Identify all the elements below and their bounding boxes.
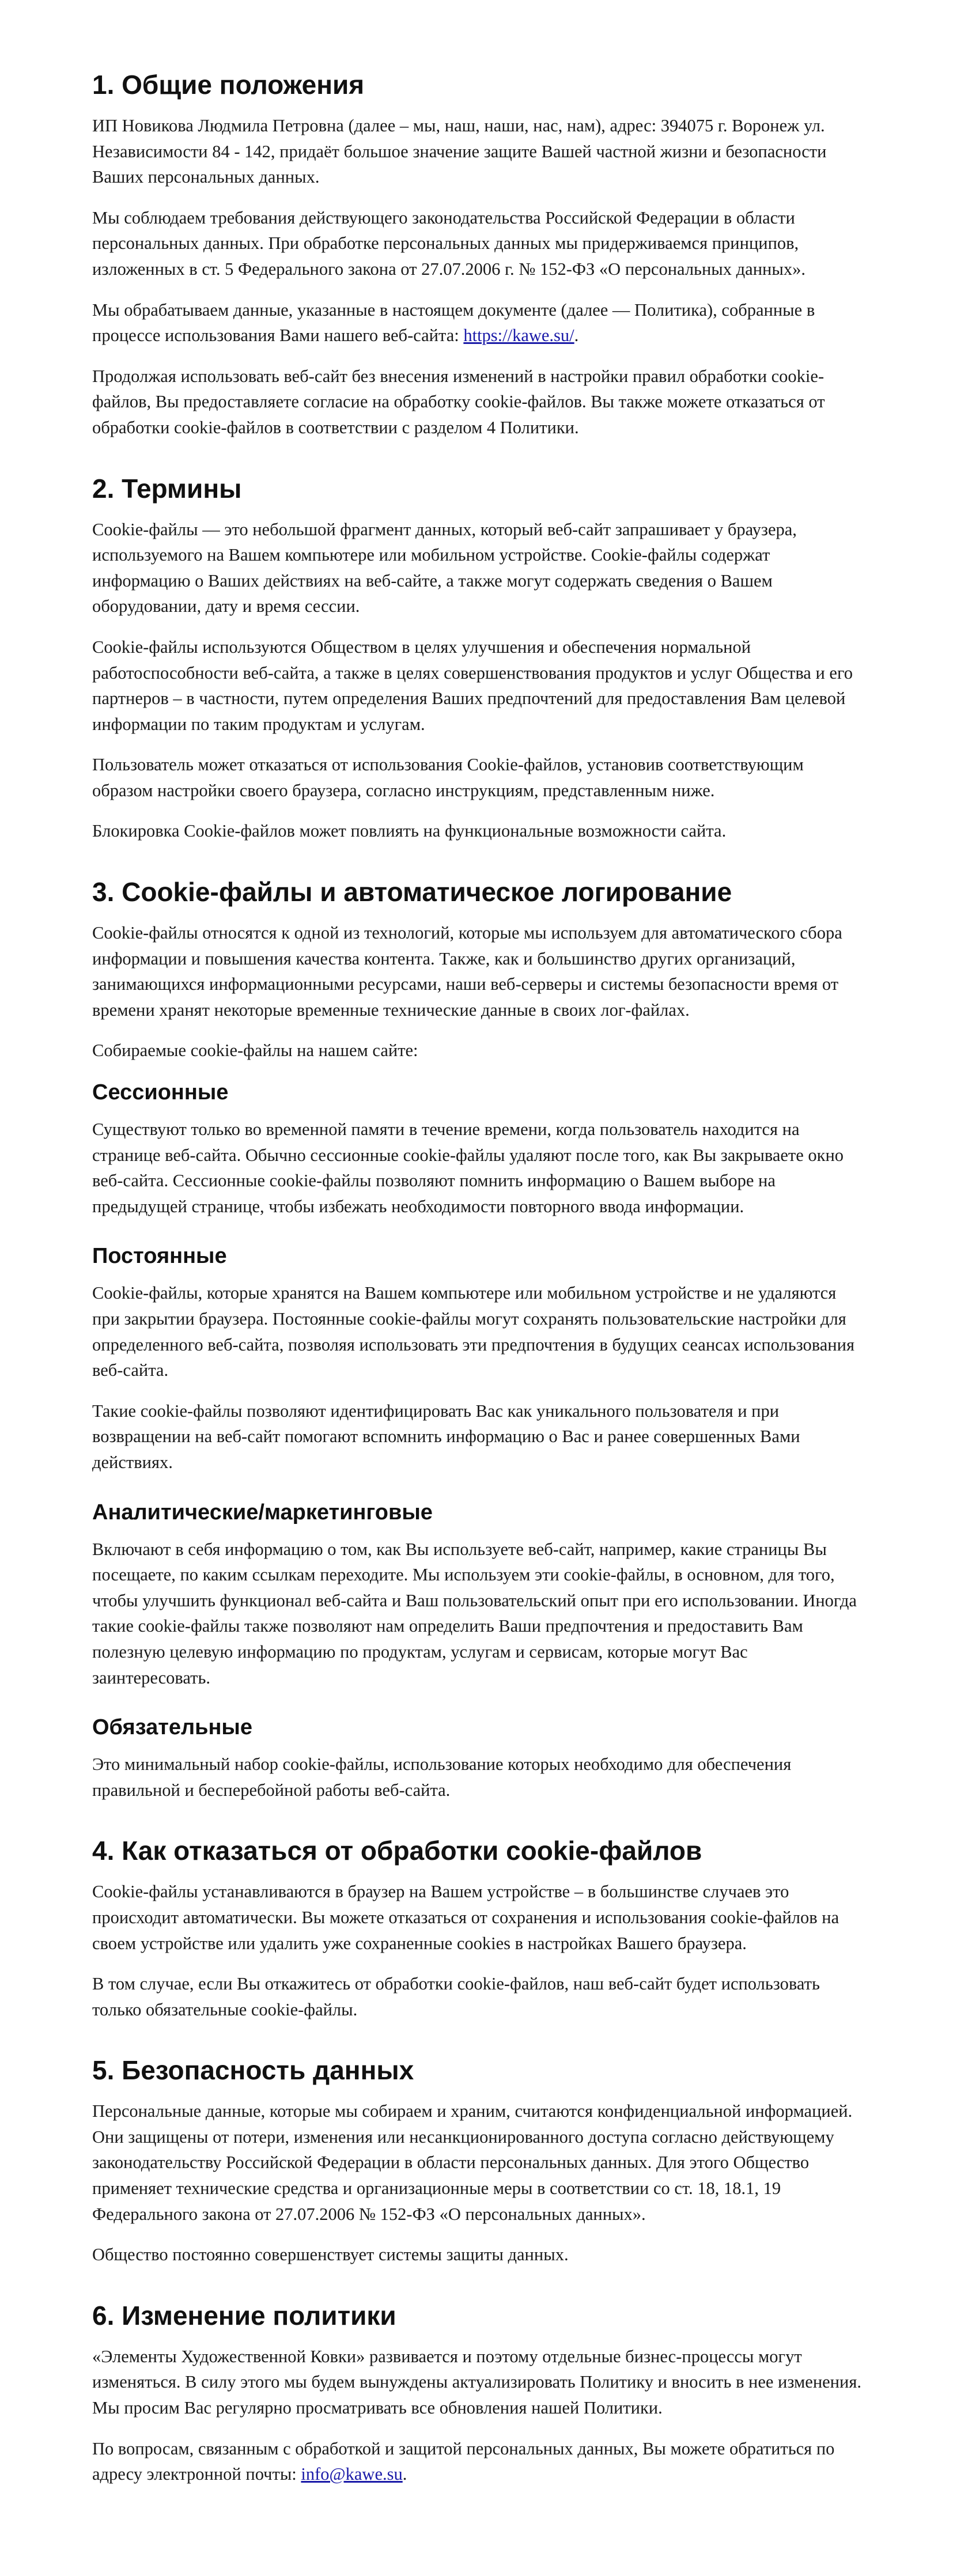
paragraph: Это минимальный набор cookie-файлы, использование которых необходимо для обеспечения правильной и бесперебойной работы веб-сайта.	[92, 1754, 792, 1800]
paragraph: Cookie-файлы, которые хранятся на Вашем компьютере или мобильном устройстве и не удаляются при закрытии браузера. Постоянные cookie-файлы могут сохранять пользовательские настройки для определенного веб-сайта, позволяя использовать эти предпочтения в будущих сеансах использования веб-сайта.	[92, 1283, 854, 1380]
section-title: 3. Cookie-файлы и автоматическое логирование	[92, 877, 732, 907]
paragraph: Включают в себя информацию о том, как Вы используете веб-сайт, например, какие страницы Вы посещаете, по каким ссылкам переходите. Мы используем эти cookie-файлы, в основном, для того, чтобы улучшить функционал веб-сайта и Ваш пользовательский опыт при его использовании. Иногда такие cookie-файлы также позволяют нам определить Ваши предпочтения и предоставить Вам полезную целевую информацию по продуктам, услугам и сервисам, которые могут Вас заинтересовать.	[92, 1539, 857, 1688]
paragraph-text: .	[402, 2464, 407, 2484]
section-title: 4. Как отказаться от обработки cookie-файлов	[92, 1836, 702, 1866]
subsection-persistent	[92, 1242, 867, 1475]
paragraph: Пользователь может отказаться от использования Cookie-файлов, установив соответствующим образом настройки своего браузера, согласно инструкциям, представленным ниже.	[92, 755, 804, 800]
paragraph: Персональные данные, которые мы собираем и храним, считаются конфиденциальной информацией. Они защищены от потери, изменения или несанкционированного доступа согласно действующему законодательству Российской Федерации в области персональных данных. Для этого Общество применяет технические средства и организационные меры в соответствии со ст. 18, 18.1, 19 Федерального закона от 27.07.2006 № 152-ФЗ «О персональных данных».	[92, 2101, 853, 2224]
section-cookies-logging	[92, 875, 867, 1803]
paragraph: Существуют только во временной памяти в течение времени, когда пользователь находится на странице веб-сайта. Обычно сессионные cookie-файлы удаляют после того, как Вы закрываете окно веб-сайта. Сессионные cookie-файлы позволяют помнить информацию о Вашем выборе на предыдущей странице, чтобы избежать необходимости повторного ввода информации.	[92, 1119, 844, 1216]
paragraph-text: По вопросам, связанным с обработкой и защитой персональных данных, Вы можете обратиться по адресу электронной почты:	[92, 2438, 835, 2484]
section-policy-changes	[92, 2299, 867, 2487]
paragraph: Cookie-файлы относятся к одной из технологий, которые мы используем для автоматического сбора информации и повышения качества контента. Также, как и большинство других организаций, занимающихся информационными ресурсами, наши веб-серверы и системы безопасности время от времени хранят некоторые временные технические данные в своих лог-файлах.	[92, 923, 842, 1020]
paragraph: Мы соблюдаем требования действующего законодательства Российской Федерации в области персональных данных. При обработке персональных данных мы придерживаемся принципов, изложенных в ст. 5 Федерального закона от 27.07.2006 г. № 152-ФЗ «О персональных данных».	[92, 207, 805, 279]
paragraph: Cookie-файлы используются Обществом в целях улучшения и обеспечения нормальной работоспособности веб-сайта, а также в целях совершенствования продуктов и услуг Общества и его партнеров – в частности, путем определения Ваших предпочтений для предоставления Вам целевой информации по таким продуктам и услугам.	[92, 637, 853, 734]
site-link[interactable]: https://kawe.su/	[463, 326, 574, 346]
paragraph: Cookie-файлы устанавливаются в браузер на Вашем устройстве – в большинстве случаев это происходит автоматически. Вы можете отказаться от сохранения и использования cookie-файлов на своем устройстве или удалить уже сохраненные cookies в настройках Вашего браузера.	[92, 1882, 839, 1953]
subsection-analytics	[92, 1499, 867, 1691]
section-general	[92, 68, 867, 441]
subsection-mandatory	[92, 1713, 867, 1803]
subsection-title: Обязательные	[92, 1715, 253, 1740]
paragraph: «Элементы Художественной Ковки» развивается и поэтому отдельные бизнес-процессы могут изменяться. В силу этого мы будем вынуждены актуализировать Политику и вносить в нее изменения. Мы просим Вас регулярно просматривать все обновления нашей Политики.	[92, 2346, 861, 2418]
paragraph: ИП Новикова Людмила Петровна (далее – мы, наш, наши, нас, нам), адрес: 394075 г. Воронеж ул. Независимости 84 - 142, придаёт большое значение защите Вашей частной жизни и безопасности Ваших персональных данных.	[92, 116, 827, 187]
paragraph: Такие cookie-файлы позволяют идентифицировать Вас как уникального пользователя и при возвращении на веб-сайт помогают вспомнить информацию о Вас и ранее совершенных Вами действиях.	[92, 1401, 800, 1472]
section-title: 5. Безопасность данных	[92, 2055, 414, 2086]
subsection-title: Аналитические/маркетинговые	[92, 1500, 433, 1525]
paragraph: Cookie-файлы — это небольшой фрагмент данных, который веб-сайт запрашивает у браузера, используемого на Вашем компьютере или мобильном устройстве. Cookie-файлы содержат информацию о Ваших действиях на веб-сайте, а также могут содержать сведения о Вашем оборудовании, дату и время сессии.	[92, 519, 797, 616]
section-title: 2. Термины	[92, 473, 242, 504]
paragraph: В том случае, если Вы откажитесь от обработки cookie-файлов, наш веб-сайт будет использовать только обязательные cookie-файлы.	[92, 1974, 820, 2019]
section-security	[92, 2053, 867, 2268]
paragraph: Общество постоянно совершенствует системы защиты данных.	[92, 2245, 569, 2265]
paragraph-text: .	[574, 326, 579, 346]
paragraph: Блокировка Cookie-файлов может повлиять на функциональные возможности сайта.	[92, 821, 727, 841]
paragraph: Продолжая использовать веб-сайт без внесения изменений в настройки правил обработки cookie-файлов, Вы предоставляете согласие на обработку cookie-файлов. Вы также можете отказаться от обработки cookie-файлов в соответствии с разделом 4 Политики.	[92, 366, 825, 437]
paragraph: Собираемые cookie-файлы на нашем сайте:	[92, 1041, 418, 1061]
paragraph	[92, 297, 867, 349]
subsection-title: Постоянные	[92, 1244, 227, 1269]
section-title: 6. Изменение политики	[92, 2300, 396, 2331]
email-link[interactable]: info@kawe.su	[301, 2464, 403, 2484]
section-terms	[92, 472, 867, 845]
section-opt-out	[92, 1834, 867, 2022]
paragraph-text: Мы обрабатываем данные, указанные в настоящем документе (далее — Политика), собранные в процессе использования Вами нашего веб-сайта:	[92, 300, 815, 346]
paragraph	[92, 2436, 867, 2487]
subsection-title: Сессионные	[92, 1080, 229, 1105]
section-title: 1. Общие положения	[92, 70, 365, 100]
subsection-session	[92, 1079, 867, 1219]
